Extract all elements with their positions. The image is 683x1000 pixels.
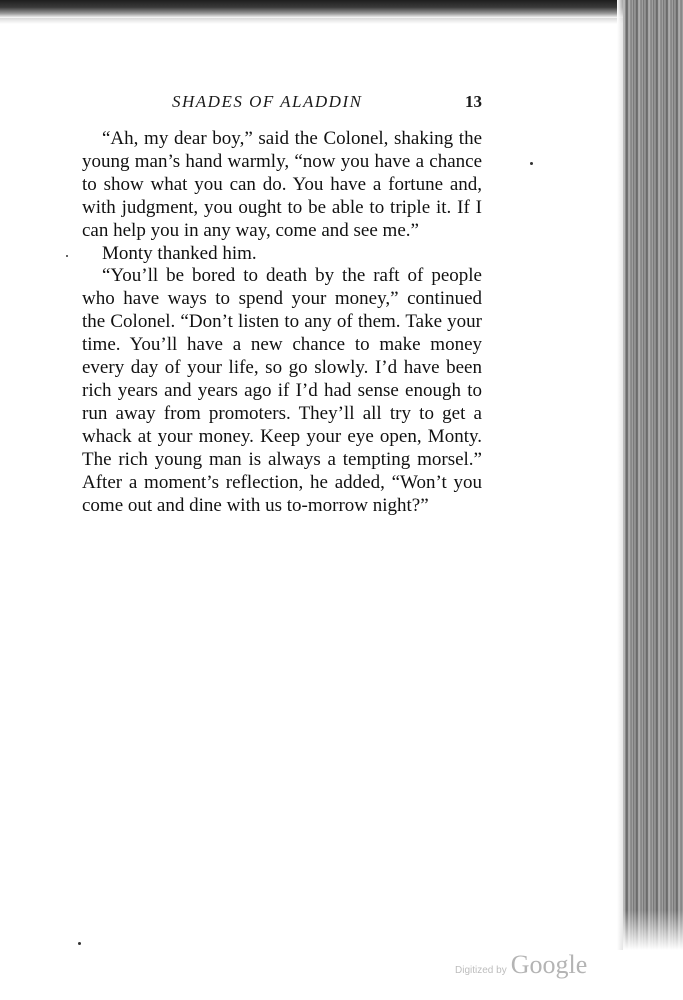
scan-top-shadow (0, 0, 683, 18)
body-text (82, 128, 482, 517)
book-page-edge (623, 0, 683, 950)
running-head (82, 92, 482, 118)
google-logo: Google (510, 950, 588, 979)
paragraph: “You’ll be bored to death by the raft of people who have ways to spend your money,” continued the Colonel. “Don’t listen to any of them. Take your time. You’ll have a new chance to make money every day of your life, so go slowly. I’d have been rich years and years ago if I’d had sense enough to run away from promoters. They’ll all try to get a whack at your money. Keep your eye open, Monty. The rich young man is always a tempting morsel.” After a moment’s reflection, he added, “Won’t you come out and dine with us to-morrow night?” (82, 265, 482, 516)
running-head-title: SHADES OF ALADDIN (172, 92, 363, 111)
paragraph: “Ah, my dear boy,” said the Colonel, shaking the young man’s hand warmly, “now you have a chance to show what you can do. You have a fortune and, with judgment, you ought to be able to triple it. If I can help you in any way, come and see me.” (82, 128, 482, 241)
scan-speck (78, 942, 81, 945)
scan-speck (66, 255, 68, 257)
google-watermark (455, 950, 587, 980)
page-number: 13 (465, 92, 482, 111)
scan-speck (530, 162, 533, 165)
watermark-prefix: Digitized by (455, 965, 507, 976)
paragraph: Monty thanked him. (102, 242, 257, 264)
